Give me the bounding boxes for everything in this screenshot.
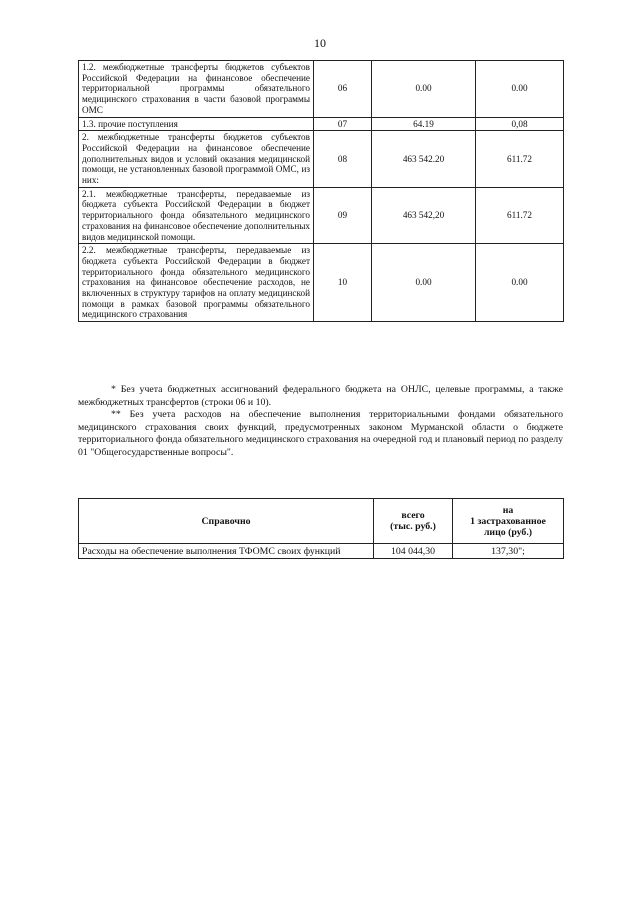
row-description: 2. межбюджетные трансферты бюджетов субъектов Российской Федерации на финансовое обеспечение дополнительных видов и условий оказания медицинской помощи, не установленных базовой программой ОМС, из них:: [79, 131, 314, 188]
row-total-value: 0.00: [372, 244, 476, 322]
row-code: 07: [314, 117, 372, 131]
reference-table: [78, 498, 564, 559]
table-row: [79, 61, 564, 118]
row-description: 1.3. прочие поступления: [79, 117, 314, 131]
financing-table: [78, 60, 564, 322]
reference-per-person-header: [453, 499, 564, 544]
header-line: (тыс. руб.): [390, 521, 436, 532]
row-description: 1.2. межбюджетные трансферты бюджетов субъектов Российской Федерации на финансовое обеспечение территориальной программы обязательного медицинского страхования в части базовой программы ОМС: [79, 61, 314, 118]
reference-total-header: [374, 499, 453, 544]
row-code: 06: [314, 61, 372, 118]
row-code: 08: [314, 131, 372, 188]
reference-row-per-person: 137,30";: [453, 544, 564, 559]
row-code: 09: [314, 187, 372, 244]
table-row: [79, 544, 564, 559]
reference-title: Справочно: [79, 499, 374, 544]
reference-row-total: 104 044,30: [374, 544, 453, 559]
row-total-value: 463 542.20: [372, 131, 476, 188]
header-line: на: [502, 504, 514, 516]
row-total-value: 64.19: [372, 117, 476, 131]
table-row: [79, 187, 564, 244]
row-per-person-value: 611.72: [476, 131, 564, 188]
row-per-person-value: 0.00: [476, 61, 564, 118]
page-number: 10: [314, 36, 326, 50]
header-line: всего: [401, 510, 425, 521]
reference-header-row: [79, 499, 564, 544]
table-row: [79, 117, 564, 131]
row-code: 10: [314, 244, 372, 322]
footnotes: [78, 384, 563, 459]
row-total-value: 463 542,20: [372, 187, 476, 244]
row-description: 2.2. межбюджетные трансферты, передаваемые из бюджета субъекта Российской Федерации в бюджет территориального фонда обязательного медицинского страхования на финансовое обеспечение расходов, не включенных в структуру тарифов на оплату медицинской помощи в рамках базовой программы обязательного медицинского страхования: [79, 244, 314, 322]
row-description: 2.1. межбюджетные трансферты, передаваемые из бюджета субъекта Российской Федерации в бюджет территориального фонда обязательного медицинского страхования на финансовое обеспечение дополнительных видов медицинской помощи.: [79, 187, 314, 244]
footnote-double-star: ** Без учета расходов на обеспечение выполнения территориальными фондами обязательного медицинского страхования своих функций, предусмотренных законом Мурманской области о бюджете территориального фонда обязательного медицинского страхования на очередной год и плановый период по разделу 01 "Общегосударственные вопросы".: [78, 409, 563, 458]
reference-row-label: Расходы на обеспечение выполнения ТФОМС своих функций: [79, 544, 374, 559]
footnote-single-star: * Без учета бюджетных ассигнований федерального бюджета на ОНЛС, целевые программы, а также межбюджетных трансфертов (строки 06 и 10).: [78, 384, 563, 408]
row-per-person-value: 0,08: [476, 117, 564, 131]
row-total-value: 0.00: [372, 61, 476, 118]
table-row: [79, 244, 564, 322]
table-row: [79, 131, 564, 188]
row-per-person-value: 0.00: [476, 244, 564, 322]
header-line: лицо (руб.): [483, 526, 533, 538]
header-line: 1 застрахованное: [470, 515, 546, 527]
row-per-person-value: 611.72: [476, 187, 564, 244]
